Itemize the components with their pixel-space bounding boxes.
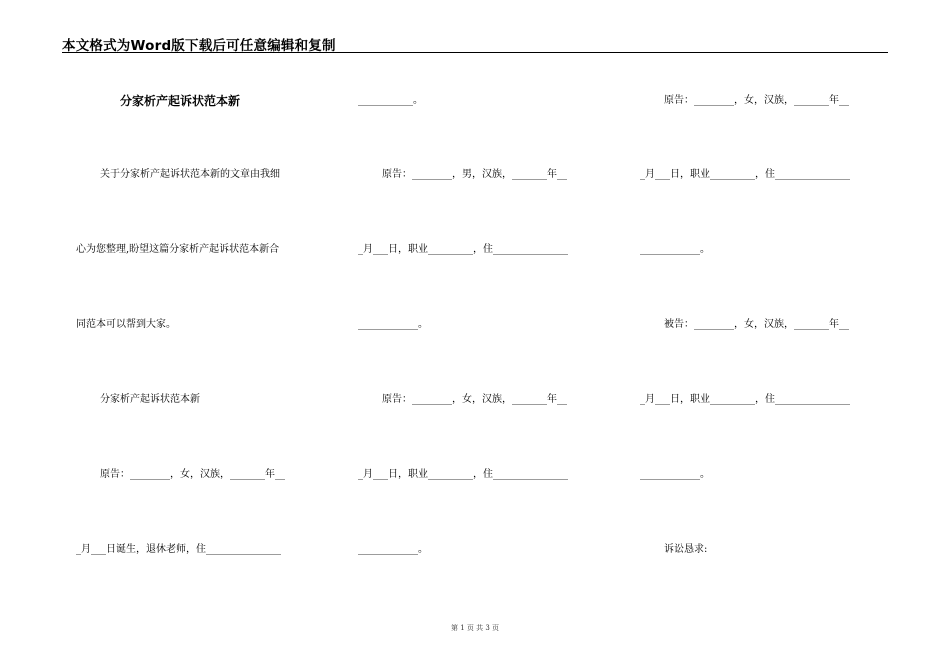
blank-line-end: ____________。 [640, 244, 710, 255]
blank-line-end: ____________。 [358, 544, 428, 555]
plaintiff-4-line: 原告：________，女，汉族，_______年__ [664, 95, 849, 106]
column-right [640, 0, 888, 672]
plaintiff-1-line-cont: _月___日诞生，退休老师，住_______________ [76, 544, 281, 555]
defendant-line: 被告：________，女，汉族，_______年__ [664, 319, 849, 330]
page-number: 第 1 页 共 3 页 [450, 624, 500, 632]
document-title: 分家析产起诉状范本新 [120, 94, 241, 108]
intro-line-3: 同范本可以帮到大家。 [76, 319, 176, 330]
section-subtitle: 分家析产起诉状范本新 [100, 394, 200, 405]
column-middle [358, 0, 606, 672]
plaintiff-2-line: 原告：________，男，汉族，_______年__ [382, 169, 567, 180]
column-left [76, 0, 324, 672]
header-banner: 本文格式为Word版下载后可任意编辑和复制 [62, 38, 336, 54]
defendant-line-cont: _月___日，职业_________，住_______________ [640, 394, 850, 405]
plaintiff-2-line-cont: _月___日，职业_________，住_______________ [358, 244, 568, 255]
plaintiff-3-line-cont: _月___日，职业_________，住_______________ [358, 469, 568, 480]
blank-line-end: ____________。 [358, 319, 428, 330]
plaintiff-1-line: 原告：________，女，汉族，_______年__ [100, 469, 285, 480]
intro-line-2: 心为您整理,盼望这篇分家析产起诉状范本新合 [76, 244, 280, 255]
litigation-request-heading: 诉讼恳求: [664, 544, 708, 555]
blank-line-end: ___________。 [358, 95, 423, 106]
plaintiff-3-line: 原告：________，女，汉族，_______年__ [382, 394, 567, 405]
plaintiff-4-line-cont: _月___日，职业_________，住_______________ [640, 169, 850, 180]
blank-line-end: ____________。 [640, 469, 710, 480]
intro-line-1: 关于分家析产起诉状范本新的文章由我细 [100, 169, 280, 180]
